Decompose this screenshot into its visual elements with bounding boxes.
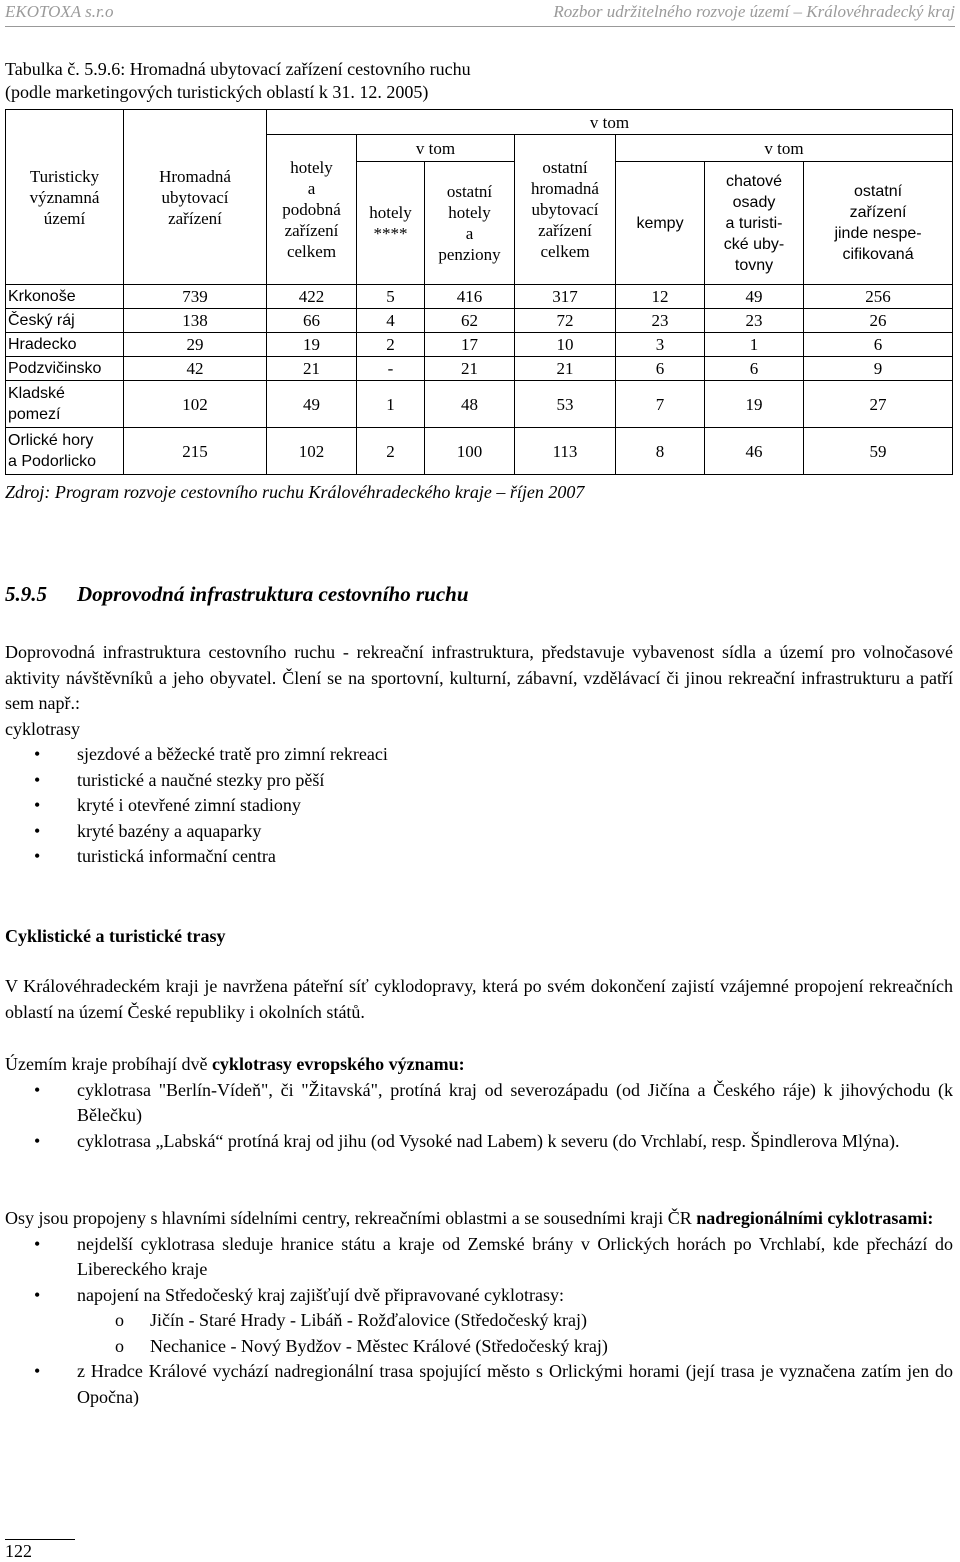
footer-rule [5,1539,75,1540]
table-cell: 29 [124,333,267,357]
table-cell: 6 [804,333,953,357]
table-row [6,428,953,475]
list-item: • z Hradce Králové vychází nadregionální trasa spojující město s Orlickými horami (její trasa je vyznačena zatím jen do Opočna) [34,1361,953,1407]
euro-routes-list [5,1078,953,1155]
row-area-name: Kladské pomezí [6,381,124,428]
caption-line-2: (podle marketingových turistických oblastí k 31. 12. 2005) [5,82,429,102]
accommodation-table [5,109,953,475]
table-cell: 23 [705,309,804,333]
table-cell: 422 [267,285,357,309]
row-area-name: Orlické hory a Podorlicko [6,428,124,475]
list-item: • cyklotrasa „Labská“ protíná kraj od jihu (od Vysoké nad Labem) k severu (do Vrchlabí, resp. Špindlerova Mlýna). [5,1129,953,1155]
list-item: • kryté i otevřené zimní stadiony [5,793,953,819]
regional-routes-lead: Osy jsou propojeny s hlavními sídelními centry, rekreačními oblastmi a se sousedními kraji ČR nadregionálními cyklotrasami: [5,1208,934,1228]
table-row [6,333,953,357]
regional-routes-list [5,1232,953,1411]
section-heading [5,582,469,607]
table-cell: 72 [515,309,616,333]
header-company: EKOTOXA s.r.o [5,2,114,21]
table-cell: 1 [357,381,425,428]
col-header-vtom-other: v tom [616,135,953,162]
sub-bullet-icon: o [115,1335,124,1356]
list-item: • nejdelší cyklotrasa sleduje hranice státu a kraje od Zemské brány v Orlických horách po Vrchlabí, kde přechází do Libereckého kraje [34,1233,953,1279]
table-cell: 6 [616,357,705,381]
bullet-icon: • [34,1284,41,1305]
table-cell: 2 [357,428,425,475]
table-cell: 138 [124,309,267,333]
col-header-camps: kempy [616,162,705,285]
col-header-total: Hromadná ubytovací zařízení [124,110,267,285]
table-cell: 27 [804,381,953,428]
regional-routes-block [5,1206,953,1410]
table-cell: 46 [705,428,804,475]
row-area-name: Hradecko [6,333,124,357]
list-item: • turistická informační centra [5,844,953,870]
section-title: Doprovodná infrastruktura cestovního ruchu [77,582,469,606]
col-header-rest: ostatní zařízení jinde nespe- cifikovaná [804,162,953,285]
table-cell: 19 [267,333,357,357]
col-header-vtom-top: v tom [267,110,953,135]
table-cell: 102 [124,381,267,428]
bullet-icon: • [34,846,41,866]
table-cell: 49 [705,285,804,309]
bullet-icon: • [34,1233,41,1254]
bullet-icon: • [34,795,41,815]
table-cell: 3 [616,333,705,357]
intro-block [5,640,953,870]
sub-bullet-icon: o [115,1310,124,1330]
table-cell: 2 [357,333,425,357]
bullet-icon: • [34,769,41,790]
table-row [6,357,953,381]
sub-list-item: o Nechanice - Nový Bydžov - Městec Králové (Středočeský kraj) [5,1334,953,1360]
table-cell: 48 [425,381,515,428]
table-cell: 21 [425,357,515,381]
table-cell: 8 [616,428,705,475]
table-cell: 12 [616,285,705,309]
table-cell: 59 [804,428,953,475]
table-cell: 1 [705,333,804,357]
table-cell: 6 [705,357,804,381]
col-header-area: Turisticky významná území [6,110,124,285]
table-cell: 256 [804,285,953,309]
bullet-icon: • [34,744,41,764]
table-cell: 416 [425,285,515,309]
table-cell: 26 [804,309,953,333]
col-header-hotels-4star: hotely **** [357,162,425,285]
col-header-vtom-hotels: v tom [357,135,515,162]
table-cell: 113 [515,428,616,475]
row-area-name: Krkonoše [6,285,124,309]
intro-paragraph: Doprovodná infrastruktura cestovního ruchu - rekreační infrastruktura, představuje vybavenost sídla a území pro volnočasové aktivity návštěvníků a jeho obyvatel. Člení se na sportovní, kulturní, zábavní, vzdělávací či jinou rekreační infrastrukturu a patří sem např.: [5,642,953,713]
table-cell: 4 [357,309,425,333]
table-cell: 17 [425,333,515,357]
bullet-icon: • [34,1130,41,1151]
row-area-name: Český ráj [6,309,124,333]
table-cell: 5 [357,285,425,309]
list-item: • cyklotrasa "Berlín-Vídeň", či "Žitavská", protíná kraj od severozápadu (od Jičína a Českého ráje) k jihovýchodu (k Bělečku) [34,1079,953,1125]
table-row [6,285,953,309]
intro-first-item: cyklotrasy [5,718,80,739]
col-header-other-mass: ostatní hromadná ubytovací zařízení celkem [515,135,616,285]
table-cell: 19 [705,381,804,428]
table-cell: 21 [515,357,616,381]
bullet-icon: • [34,1361,41,1381]
page-header [5,0,955,27]
euro-routes-lead: Územím kraje probíhají dvě cyklotrasy evropského významu: [5,1054,465,1074]
sub-route-list [5,1308,953,1359]
table-cell: 66 [267,309,357,333]
table-row [6,381,953,428]
table-cell: 42 [124,357,267,381]
bullet-icon: • [34,820,41,841]
sub-list-item: o Jičín - Staré Hrady - Libáň - Rožďalovice (Středočeský kraj) [5,1308,953,1334]
page-number: 122 [5,1541,32,1561]
cyclo-heading: Cyklistické a turistické trasy [5,926,226,946]
table-cell: 10 [515,333,616,357]
table-cell: 215 [124,428,267,475]
list-item: • napojení na Středočeský kraj zajišťují dvě připravované cyklotrasy: o Jičín - Staré Hrady - Libáň - Rožďalovice (Středočeský kraj) o Nechanice - Nový Bydžov - Městec Králové (Středočeský kraj) [5,1283,953,1360]
table-caption [5,58,471,104]
table-cell: 62 [425,309,515,333]
header-document-title: Rozbor udržitelného rozvoje území – Královéhradecký kraj [553,2,955,21]
table-cell: 9 [804,357,953,381]
row-area-name: Podzvičinsko [6,357,124,381]
table-cell: - [357,357,425,381]
list-item: • turistické a naučné stezky pro pěší [5,768,953,794]
table-cell: 100 [425,428,515,475]
table-cell: 21 [267,357,357,381]
col-header-other-hotels: ostatní hotely a penziony [425,162,515,285]
table-cell: 49 [267,381,357,428]
cyclo-paragraph: V Královéhradeckém kraji je navržena páteřní síť cyklodopravy, která po svém dokončení zajistí vzájemné propojení rekreačních oblastí na území České republiky i okolních států. [5,976,953,1022]
table-body [6,285,953,475]
table-cell: 739 [124,285,267,309]
euro-routes-block [5,1052,953,1154]
col-header-huts: chatové osady a turisti- cké uby- tovny [705,162,804,285]
col-header-hotels: hotely a podobná zařízení celkem [267,135,357,285]
bullet-icon: • [34,1079,41,1100]
table-cell: 102 [267,428,357,475]
table-row [6,309,953,333]
caption-line-1: Tabulka č. 5.9.6: Hromadná ubytovací zařízení cestovního ruchu [5,59,471,79]
list-item: • sjezdové a běžecké tratě pro zimní rekreaci [5,742,953,768]
table-cell: 317 [515,285,616,309]
table-cell: 23 [616,309,705,333]
table-cell: 53 [515,381,616,428]
list-item: • kryté bazény a aquaparky [5,819,953,845]
table-source: Zdroj: Program rozvoje cestovního ruchu Královéhradeckého kraje – říjen 2007 [5,482,585,502]
intro-bullet-list [5,742,953,870]
table-cell: 7 [616,381,705,428]
section-number: 5.9.5 [5,582,47,606]
